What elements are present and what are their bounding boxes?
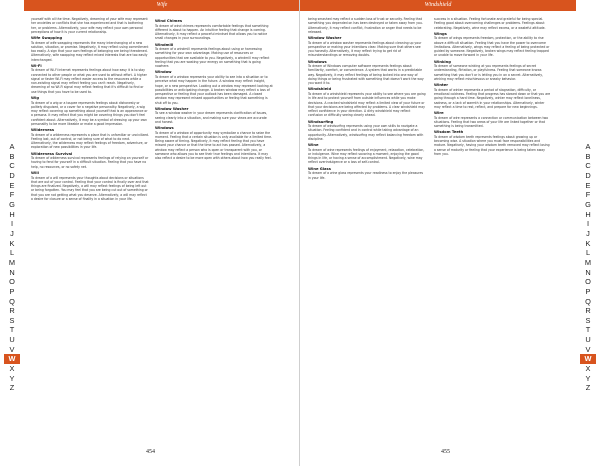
entry-text: To dream of wine represents feelings of enjoyment, relaxation, celebration, or indulgence. Wine may reflect savoring a moment, enjoying the good things in life, or having a sense of accomplishment. Negatively, wine may reflect overindulgence or a loss of self-control. bbox=[308, 147, 425, 165]
entry-text: being smashed may reflect a sudden loss of trust or security. Feeling that something you depended on has been destroyed or taken away from you. Alternatively, it may reflect conflict, frustration or anger that needs to be released. bbox=[308, 17, 423, 34]
entry-heading: Wisdom Teeth bbox=[434, 130, 464, 135]
entry-text: To dream of wire represents a connection or communication between two situations. Feeling that two areas of your life are linked together or that something is being transmitted. bbox=[434, 115, 549, 129]
entry-text: To dream of winter represents a period of stagnation, difficulty, or emotional coldness. Feeling that progress has slowed down or that you are going through a hard time. Negatively, winter may reflect loneliness, sadness, or a lack of warmth in your relationships. Alternatively, winter may reflect a time to rest, reflect, and prepare for new beginnings. bbox=[434, 87, 551, 109]
thumb-letter-z[interactable]: Z bbox=[9, 383, 15, 393]
entry-text: To dream of a wine glass represents your readiness to enjoy the pleasures in your life. bbox=[308, 171, 424, 180]
thumb-letter-l[interactable]: L bbox=[585, 248, 591, 258]
thumb-letter-w[interactable]: W bbox=[4, 354, 20, 364]
entry-heading: Wilderness bbox=[31, 128, 55, 133]
thumb-letter-a[interactable]: A bbox=[9, 142, 15, 151]
thumb-letter-e[interactable]: E bbox=[585, 180, 591, 190]
entry-heading: Wings bbox=[434, 31, 447, 36]
entry-heading: Wilderness Survival bbox=[31, 151, 73, 156]
right-header-title: Windshield bbox=[424, 2, 452, 8]
entry-text: To dream of wife swapping represents the many interchanging of a new solution, situation, or promise. Negatively, it may reflect using commitment too easily. A sign that your own feelings of belonging are being threatened. Alternatively, wife swapping may reflect mixed interests that are too easily interchanged. bbox=[31, 40, 149, 62]
thumb-letter-b[interactable]: B bbox=[585, 151, 591, 161]
right-column-1 bbox=[308, 17, 426, 181]
thumb-letter-e[interactable]: E bbox=[9, 180, 15, 190]
entry-heading: Wine Glass bbox=[308, 166, 331, 171]
entry-text: To dream of a windmill represents feelings about using or harnessing something for your own advantage. Making use of resources or opportunities that are available to you. Negatively, a windmill may reflect feeling that you are wasting your energy on something that is going nowhere. bbox=[155, 47, 270, 69]
entry-heading: Winking bbox=[434, 59, 451, 64]
entry-heading: Wire bbox=[434, 111, 444, 116]
thumb-letter-x[interactable]: X bbox=[9, 364, 15, 374]
thumb-letter-y[interactable]: Y bbox=[585, 373, 591, 383]
right-column-2 bbox=[434, 17, 552, 157]
left-thumb-index bbox=[4, 142, 20, 393]
entry-text: To dream of wind chimes represents comfortable feelings that something different is about to happen. An intuitive feeling that change is coming. Alternatively, it may reflect a peaceful mindset that allows you to notice small changes in your surroundings. bbox=[155, 23, 269, 41]
thumb-letter-u[interactable]: U bbox=[9, 335, 15, 345]
entry-heading: Window Washer bbox=[155, 106, 189, 111]
entry-heading: Wig bbox=[31, 95, 39, 100]
thumb-letter-t[interactable]: T bbox=[585, 325, 591, 335]
thumb-letter-n[interactable]: N bbox=[585, 267, 591, 277]
entry-text: To see a window washer in your dream represents clarification of issues, seeing clearly into a situation, and making sure your views are accurate and honest. bbox=[155, 111, 268, 124]
thumb-letter-r[interactable]: R bbox=[585, 306, 591, 316]
thumb-letter-h[interactable]: H bbox=[9, 209, 15, 219]
entry-heading: Wi-Fi bbox=[31, 63, 42, 68]
thumb-letter-g[interactable]: G bbox=[585, 199, 591, 209]
entry-heading: Windows bbox=[155, 126, 174, 131]
left-header-title: Wife bbox=[156, 2, 168, 8]
thumb-letter-m[interactable]: M bbox=[8, 257, 16, 267]
thumb-letter-o[interactable]: O bbox=[585, 277, 591, 287]
thumb-letter-n[interactable]: N bbox=[9, 267, 15, 277]
thumb-letter-q[interactable]: Q bbox=[9, 296, 15, 306]
thumb-letter-s[interactable]: S bbox=[585, 315, 591, 325]
right-page-number: 455 bbox=[441, 449, 450, 455]
entry-text: To dream of wisdom teeth represents feelings about growing up or becoming wise. A situation where you must face responsibilities and mature. Negatively, having your wisdom teeth removed may reflect losing a sense of maturity or feeling that your experience is being taken away from you. bbox=[434, 134, 550, 156]
left-page-number: 454 bbox=[146, 449, 155, 455]
right-thumb-index bbox=[580, 142, 596, 393]
thumb-letter-c[interactable]: C bbox=[585, 161, 591, 171]
left-header-bar bbox=[24, 0, 300, 11]
thumb-letter-x[interactable]: X bbox=[585, 364, 591, 374]
right-header-bar bbox=[300, 0, 576, 11]
thumb-letter-m[interactable]: M bbox=[584, 257, 592, 267]
thumb-letter-u[interactable]: U bbox=[585, 335, 591, 345]
thumb-letter-k[interactable]: K bbox=[585, 238, 591, 248]
thumb-letter-y[interactable]: Y bbox=[9, 373, 15, 383]
entry-heading: Wind Chimes bbox=[155, 19, 183, 23]
thumb-letter-w[interactable]: W bbox=[580, 354, 596, 364]
left-column-2 bbox=[155, 17, 273, 162]
entry-text: To dream of Windows computer software represents feelings about familiarity, comfort, or convenience. A system that works in a predictable way. Negatively, it may reflect feelings of being locked into one way of doing things or being frustrated with something that doesn't work the way you want it to. bbox=[308, 64, 424, 86]
entry-text: To dream of a wilderness represents a place that is unfamiliar or uncivilized. Feeling lost, out of control, or not being sure of what to do next. Alternatively, the wilderness may reflect feelings of freedom, adventure, or exploration of new possibilities in your life. bbox=[31, 132, 149, 150]
thumb-letter-c[interactable]: C bbox=[9, 161, 15, 171]
entry-heading: Window Washer bbox=[308, 36, 342, 40]
thumb-letter-r[interactable]: R bbox=[9, 306, 15, 316]
thumb-letter-j[interactable]: J bbox=[586, 228, 590, 238]
thumb-letter-i[interactable]: I bbox=[586, 219, 590, 229]
entry-text: To dream of Wi-Fi internet represents feelings about how easy it is to stay connected to other people or what you are used to without effort. A higher signal or faster Wi-Fi may reflect easier access to the resources while a non-existing signal may reflect feeling you can't reach. Negatively, dreaming of no Wi-Fi signal may reflect feeling that it's difficult to find or use things that you have to be used to. bbox=[31, 68, 147, 94]
left-column-1 bbox=[31, 17, 149, 202]
entry-heading: Windows bbox=[308, 59, 327, 64]
thumb-letter-o[interactable]: O bbox=[9, 277, 15, 287]
thumb-letter-v[interactable]: V bbox=[9, 344, 15, 354]
entry-heading: Winter bbox=[434, 83, 449, 88]
thumb-letter-f[interactable]: F bbox=[585, 190, 591, 200]
thumb-letter-d[interactable]: D bbox=[585, 170, 591, 180]
entry-text: success in a situation. Feeling fortunate and grateful for being special. Feeling good about overcoming challenges or problems. Feelings about celebrating. Negatively, wine may reflect excess, or a wasteful attitude. bbox=[434, 17, 546, 30]
entry-heading: Windshield bbox=[308, 87, 332, 92]
entry-text: To dream of a window of opportunity may symbolize a chance to seize the moment. Feeling that a certain situation is only available for a limited time. Being aware of timing. Negatively, it may reflect feeling that you have missed your chance or that the time to act has passed. Alternatively, a window may reflect a person who is open or transparent with you, or someone who allows you to see their true feelings and intentions. It may also reflect a desire to be more open with others about how you really feel. bbox=[155, 130, 273, 161]
thumb-letter-j[interactable]: J bbox=[10, 228, 14, 238]
thumb-letter-h[interactable]: H bbox=[585, 209, 591, 219]
entry-text: To dream of a window represents your ability to see into a situation or to perceive what may happen in the future. A window may reflect insight, hope, or a new perspective. Looking out a window may represent looking at possibilities or anticipating change. A broken window may reflect a loss of perspective or feeling that your outlook has been damaged. A closed window may represent missed opportunities or feeling that something is shut off to you. bbox=[155, 75, 273, 105]
thumb-letter-i[interactable]: I bbox=[10, 219, 14, 229]
thumb-letter-t[interactable]: T bbox=[9, 325, 15, 335]
thumb-letter-l[interactable]: L bbox=[9, 248, 15, 258]
thumb-letter-p[interactable]: P bbox=[585, 286, 591, 296]
thumb-letter-p[interactable]: P bbox=[9, 286, 15, 296]
entry-heading: Wine bbox=[308, 143, 319, 148]
thumb-letter-s[interactable]: S bbox=[9, 315, 15, 325]
right-page bbox=[300, 0, 600, 466]
thumb-letter-k[interactable]: K bbox=[9, 238, 15, 248]
entry-heading: Window bbox=[155, 70, 172, 75]
entry-text: To dream of a windshield represents your ability to see where you are going in life and to protect yourself from outside influences while you make decisions. A cracked windshield may reflect a limited view of your future or that your decisions are being affected by problems. A clear windshield may reflect confidence in your direction. A dirty windshield may reflect confusion or difficulty seeing clearly ahead. bbox=[308, 92, 426, 118]
entry-heading: Windmill bbox=[155, 42, 174, 47]
entry-text: To dream of a window washer represents feelings about cleaning up your perspective or making your intentions clear. Making sure that others see you honestly. Alternatively, it may reflect trying to get rid of misunderstandings or removing doubts. bbox=[308, 40, 422, 58]
entry-text: yourself with all the time. Negatively, dreaming of your wife may represent her anxieties or conflicts that she has experienced and that is bothering her, or problems. Alternatively, your wife may reflect your own personal perceptions of how it is your current relationship. bbox=[31, 17, 148, 34]
entry-text: To dream of windsurfing represents using your own skills to navigate a situation. Feeling confident and in control while taking advantage of an opportunity. Alternatively, windsurfing may reflect balancing freedom with discipline. bbox=[308, 124, 424, 141]
entry-text: To dream of a wig or a toupee represents feelings about dishonesty or politely disguised, or a cover for a negative personality. Negatively, a wig may reflect covering up something about yourself that is an appearance or a persona. It may reflect that you might be covering things you don't feel confident about. Alternatively, it may be a symbol of dressing up your own personality to be more likeable or make a good impression. bbox=[31, 100, 148, 126]
entry-text: To dream of a will represents your thoughts about decisions or situations that are out of your control. Feeling that your control is finally over and that things are finalized. Negatively, a will may reflect feelings of being left out or being forgotten. You may feel that you are being cut out of something or that you are not getting what you deserve. Alternatively, a will may reflect a desire for closure or a sense of finality in a situation in your life. bbox=[31, 175, 149, 201]
thumb-letter-d[interactable]: D bbox=[9, 170, 15, 180]
entry-text: To dream of someone winking at you represents feelings of secret understanding, flirtation, or playfulness. Feeling that someone knows something that you don't or is letting you in on a secret. Alternatively, winking may reflect mischievous or sneaky behavior. bbox=[434, 64, 544, 81]
entry-text: To dream of wings represents freedom, protection, or the ability to rise above a difficult situation. Feeling that you have the power to overcome limitations. Alternatively, wings may reflect a feeling of being protected or guided by someone. Negatively, broken wings may reflect feeling trapped or unable to move forward in your life. bbox=[434, 36, 550, 58]
thumb-letter-g[interactable]: G bbox=[9, 199, 15, 209]
thumb-letter-q[interactable]: Q bbox=[585, 296, 591, 306]
entry-heading: Will bbox=[31, 170, 39, 175]
thumb-letter-f[interactable]: F bbox=[9, 190, 15, 200]
entry-text: To dream of wilderness survival represents feelings of relying on yourself or having to fend for yourself in a difficult situation. Feeling that you have no help, no resources, or no safety net. bbox=[31, 156, 149, 169]
thumb-letter-a[interactable]: A bbox=[585, 142, 591, 151]
entry-heading: Windsurfing bbox=[308, 119, 334, 124]
thumb-letter-b[interactable]: B bbox=[9, 151, 15, 161]
entry-heading: Wife Swapping bbox=[31, 36, 63, 40]
thumb-letter-v[interactable]: V bbox=[585, 344, 591, 354]
thumb-letter-z[interactable]: Z bbox=[585, 383, 591, 393]
